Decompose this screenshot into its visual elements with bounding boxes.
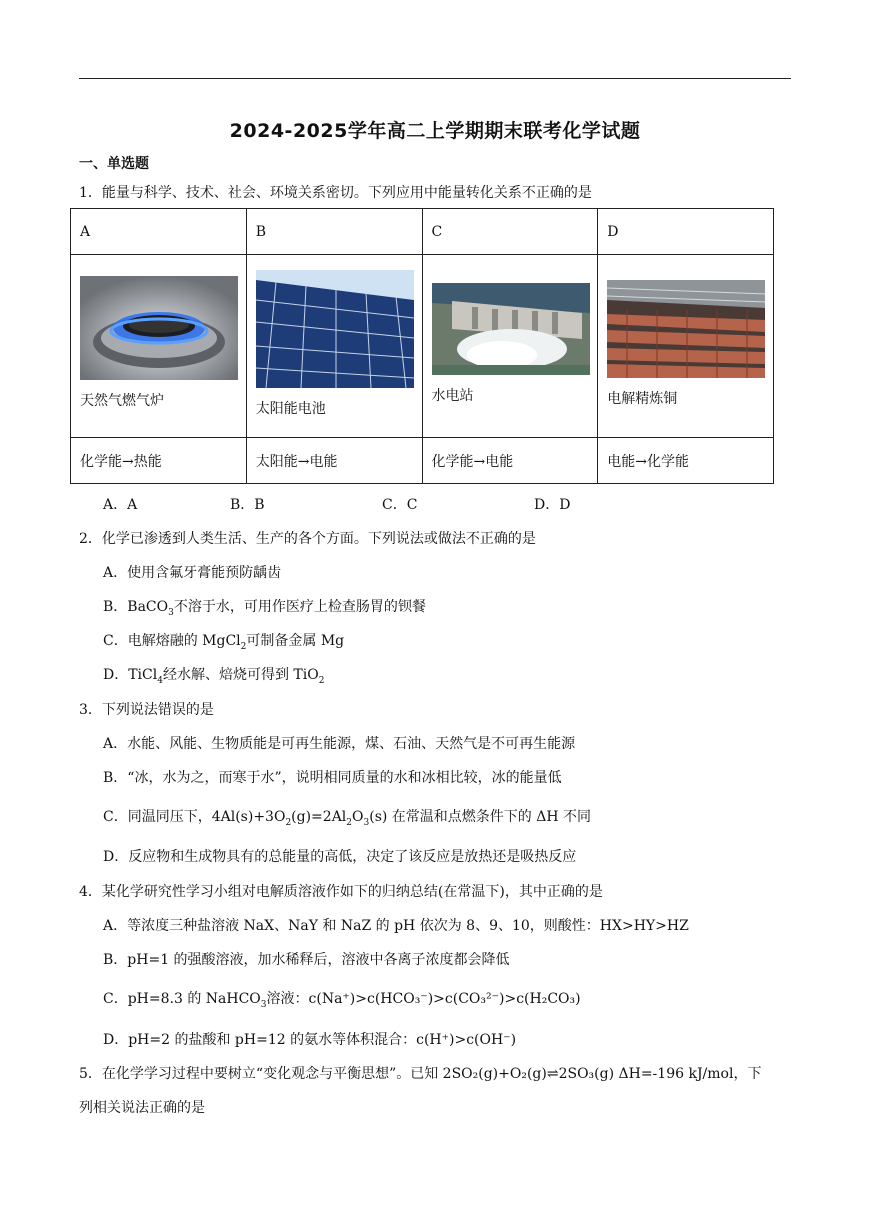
cell-copper-refining: [598, 255, 774, 438]
question-3-option-b[interactable]: B．“冰，水为之，而寒于水”，说明相同质量的水和冰相比较，冰的能量低: [103, 770, 562, 786]
cell-solar-panel: [246, 255, 422, 438]
caption-gas-stove: 天然气燃气炉: [80, 393, 164, 409]
question-5-stem-line1: 5．在化学学习过程中要树立“变化观念与平衡思想”。已知 2SO₂(g)+O₂(g)⇌2SO₃(g) ΔH=-196 kJ/mol，下: [79, 1066, 762, 1082]
question-3-stem: 3．下列说法错误的是: [79, 702, 214, 718]
hydropower-photo: [432, 283, 590, 375]
solar-panel-photo: [256, 270, 414, 388]
question-3-option-a[interactable]: A．水能、风能、生物质能是可再生能源，煤、石油、天然气是不可再生能源: [103, 736, 576, 752]
question-2-stem: 2．化学已渗透到人类生活、生产的各个方面。下列说法或做法不正确的是: [79, 531, 536, 547]
question-1-table: [70, 208, 774, 484]
question-1-stem: 1．能量与科学、技术、社会、环境关系密切。下列应用中能量转化关系不正确的是: [79, 185, 592, 201]
option-header-b: B: [246, 209, 422, 255]
answer-b[interactable]: B．B: [230, 497, 265, 513]
question-5-stem-line2: 列相关说法正确的是: [79, 1100, 205, 1116]
top-rule: [79, 78, 791, 79]
copper-refining-photo: [607, 280, 765, 378]
question-4-option-b[interactable]: B．pH=1 的强酸溶液，加水稀释后，溶液中各离子浓度都会降低: [103, 952, 510, 968]
energy-conversion-a: 化学能→热能: [71, 438, 247, 484]
question-4-option-a[interactable]: A．等浓度三种盐溶液 NaX、NaY 和 NaZ 的 pH 依次为 8、9、10，则酸性：HX>HY>HZ: [103, 918, 689, 934]
question-3-option-c[interactable]: C．同温同压下，$4Al(s)+3O_2(g)=2Al_2O_3(s)$ 在常温和点燃条件下的 ΔH 不同: [103, 809, 592, 828]
question-2-option-d[interactable]: D．TiCl$_4$经水解、焙烧可得到 TiO$_2$: [103, 667, 325, 686]
cell-hydropower: [422, 255, 598, 438]
question-4-option-c[interactable]: C．pH=8.3 的 NaHCO$_3$溶液：c(Na⁺)>c(HCO₃⁻)>c(CO₃²⁻)>c(H₂CO₃): [103, 991, 581, 1010]
section-heading: 一、单选题: [79, 156, 149, 172]
question-4-stem: 4．某化学研究性学习小组对电解质溶液作如下的归纳总结(在常温下)，其中正确的是: [79, 884, 603, 900]
question-2-option-c[interactable]: C．电解熔融的 MgCl$_2$可制备金属 Mg: [103, 633, 345, 652]
question-4-option-d[interactable]: D．pH=2 的盐酸和 pH=12 的氨水等体积混合：c(H⁺)>c(OH⁻): [103, 1032, 517, 1048]
option-header-a: A: [71, 209, 247, 255]
gas-stove-photo: [80, 276, 238, 380]
option-header-d: D: [598, 209, 774, 255]
answer-d[interactable]: D．D: [534, 497, 571, 513]
caption-hydropower: 水电站: [431, 388, 474, 404]
question-2-option-a[interactable]: A．使用含氟牙膏能预防龋齿: [103, 565, 282, 581]
energy-conversion-c: 化学能→电能: [422, 438, 598, 484]
caption-copper-refining: 电解精炼铜: [607, 391, 678, 407]
answer-c[interactable]: C．C: [382, 497, 418, 513]
energy-conversion-b: 太阳能→电能: [246, 438, 422, 484]
question-3-option-d[interactable]: D．反应物和生成物具有的总能量的高低，决定了该反应是放热还是吸热反应: [103, 849, 577, 865]
answer-a[interactable]: A．A: [103, 497, 138, 513]
caption-solar-panel: 太阳能电池: [255, 401, 326, 417]
energy-conversion-d: 电能→化学能: [598, 438, 774, 484]
question-2-option-b[interactable]: B．BaCO$_3$不溶于水，可用作医疗上检查肠胃的钡餐: [103, 599, 426, 618]
page-title: 2024-2025学年高二上学期期末联考化学试题: [229, 120, 641, 142]
cell-gas-stove: [71, 255, 247, 438]
option-header-c: C: [422, 209, 598, 255]
